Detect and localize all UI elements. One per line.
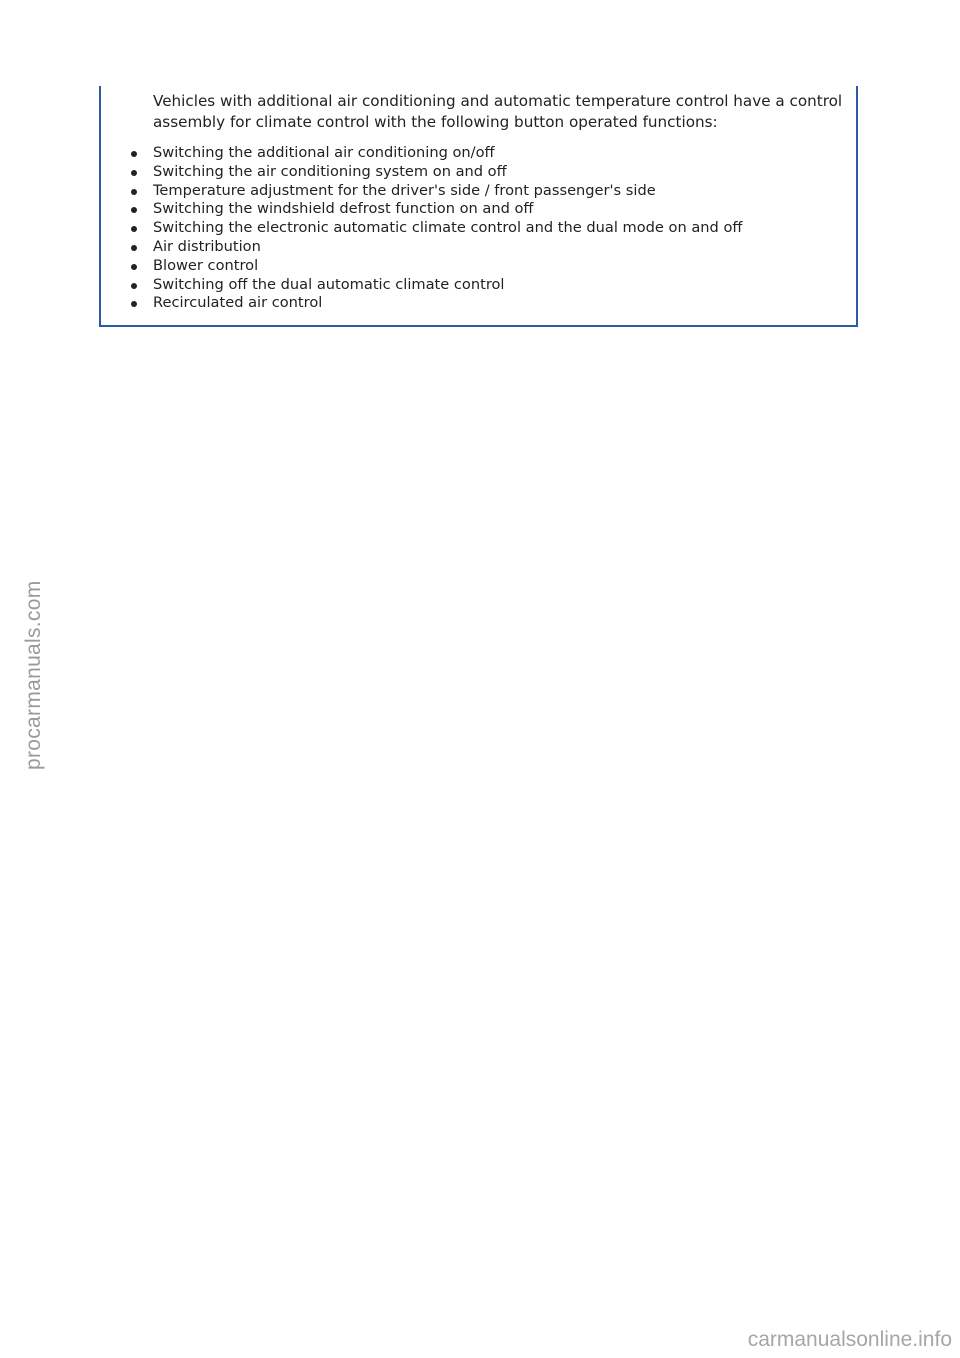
list-item	[131, 144, 742, 163]
list-item	[131, 200, 742, 219]
list-item	[131, 182, 742, 201]
side-watermark: procarmanuals.com	[22, 580, 45, 770]
bullet-icon	[131, 151, 137, 157]
bullet-icon	[131, 301, 137, 307]
list-item-text: Recirculated air control	[153, 294, 323, 312]
list-item	[131, 238, 742, 257]
intro-paragraph: Vehicles with additional air conditioning and automatic temperature control have a control assembly for climate control with the following button operated functions:	[153, 92, 843, 131]
list-item-text: Temperature adjustment for the driver's side / front passenger's side	[153, 181, 656, 199]
bullet-icon	[131, 170, 137, 176]
footer-watermark: carmanualsonline.info	[747, 1328, 952, 1351]
bullet-icon	[131, 283, 137, 289]
list-item	[131, 219, 742, 238]
bullet-icon	[131, 207, 137, 213]
bullet-icon	[131, 226, 137, 232]
bullet-icon	[131, 245, 137, 251]
content-box	[99, 86, 858, 327]
bullet-icon	[131, 264, 137, 270]
list-item	[131, 276, 742, 295]
list-item-text: Blower control	[153, 256, 259, 274]
list-item	[131, 163, 742, 182]
list-item-text: Switching off the dual automatic climate control	[153, 275, 505, 293]
list-item	[131, 257, 742, 276]
list-item	[131, 294, 742, 313]
list-item-text: Switching the electronic automatic climate control and the dual mode on and off	[153, 219, 743, 237]
list-item-text: Switching the windshield defrost function on and off	[153, 200, 534, 218]
list-item-text: Air distribution	[153, 237, 261, 255]
list-item-text: Switching the air conditioning system on and off	[153, 162, 507, 180]
list-item-text: Switching the additional air conditioning on/off	[153, 144, 495, 161]
bullet-icon	[131, 189, 137, 195]
function-list	[131, 144, 742, 313]
